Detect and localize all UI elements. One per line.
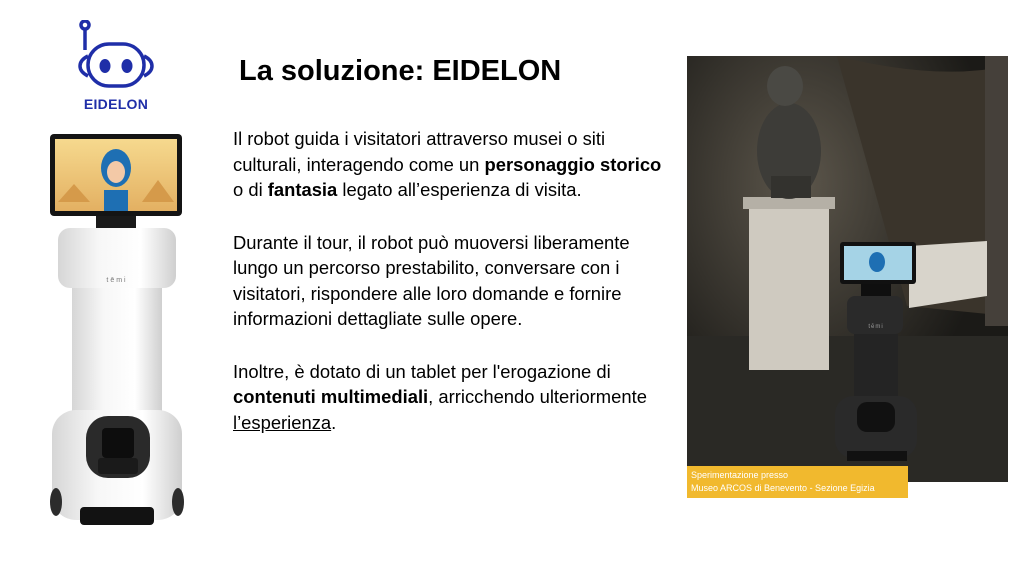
p1-text-3: legato all’esperienza di visita. (337, 179, 582, 200)
temi-robot-image (44, 132, 190, 532)
caption-line-2: Museo ARCOS di Benevento - Sezione Egizia (691, 483, 875, 493)
body-text (233, 126, 673, 462)
p2-text-1: Durante il tour, il robot può muoversi liberamente lungo un percorso prestabilito, conversare con i visitatori, rispondere alle loro domande e fornire informazioni dettagliate sulle opere. (233, 231, 630, 329)
p3-bold-1: contenuti multimediali (233, 386, 429, 407)
p1-bold-2: fantasia (267, 179, 338, 200)
logo-text: EIDELON (83, 96, 149, 112)
museum-photo (687, 56, 1008, 482)
p1-text-1: Il robot guida i visitatori attraverso musei o siti culturali, interagendo come un (233, 128, 606, 175)
paragraph-1 (233, 126, 673, 203)
p3-text-3: . (331, 411, 337, 433)
slide-title: La soluzione: EIDELON (239, 55, 562, 87)
p1-text-2: o di (233, 179, 268, 200)
p3-text-1: Inoltre, è dotato di un tablet per l'erogazione di (233, 360, 611, 382)
robot-brand-label: tēmi (106, 277, 128, 284)
caption-line-1: Sperimentazione presso (691, 470, 789, 480)
museum-photo-illustration (687, 56, 1008, 482)
paragraph-3 (233, 359, 673, 436)
p3-text-2: , arricchendo ulteriormente (428, 386, 647, 407)
photo-caption (687, 466, 908, 498)
p1-bold-1: personaggio storico (484, 153, 662, 175)
p3-underline: l’esperienza (233, 411, 332, 433)
photo-robot-brand: tēmi (868, 324, 884, 330)
paragraph-2 (233, 230, 673, 332)
